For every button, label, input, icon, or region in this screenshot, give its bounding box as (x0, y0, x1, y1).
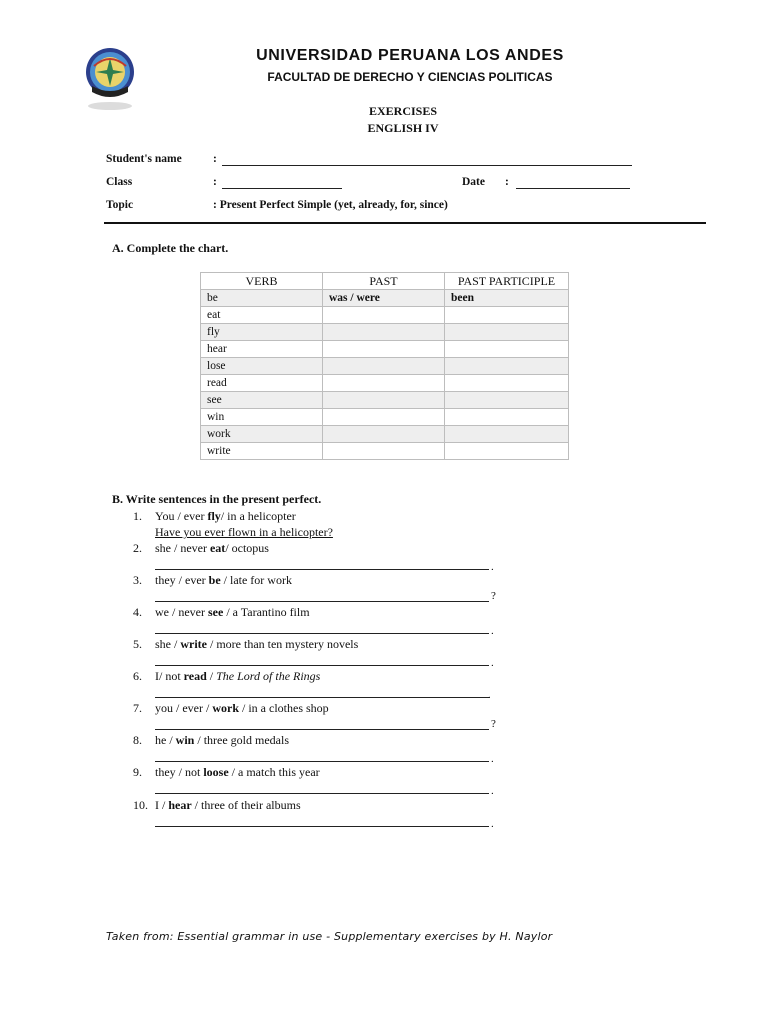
section-a-heading: A. Complete the chart. (112, 241, 229, 255)
answer-punctuation: . (491, 753, 494, 765)
answer-line[interactable] (155, 761, 489, 762)
prompt-post: / in a helicopter (220, 509, 296, 523)
table-row (201, 392, 569, 409)
prompt-verb: be (208, 573, 221, 587)
header-divider (104, 222, 706, 224)
prompt-pre: I / (155, 798, 169, 812)
prompt-pre: they / ever (155, 573, 209, 587)
answer-line[interactable] (155, 697, 489, 698)
item-prompt (155, 765, 320, 780)
past-cell[interactable] (323, 443, 445, 460)
item-number: 8. (133, 733, 142, 747)
table-row (201, 290, 569, 307)
participle-cell[interactable] (445, 358, 569, 375)
answer-punctuation: ? (491, 718, 496, 730)
item-prompt (155, 733, 289, 748)
prompt-pre: she / never (155, 541, 210, 555)
verb-chart (200, 272, 569, 460)
table-row (201, 358, 569, 375)
prompt-post: / in a clothes shop (239, 701, 329, 715)
prompt-verb: see (207, 605, 224, 619)
example-answer: Have you ever flown in a helicopter? (155, 525, 333, 539)
verb-cell: see (201, 392, 323, 409)
participle-cell[interactable]: been (445, 290, 569, 307)
answer-punctuation: . (491, 785, 494, 797)
class-line[interactable] (222, 188, 342, 189)
prompt-verb: eat (209, 541, 226, 555)
answer-punctuation: . (491, 561, 494, 573)
date-label: Date (462, 176, 485, 188)
participle-cell[interactable] (445, 392, 569, 409)
item-number: 3. (133, 573, 142, 587)
date-colon: : (505, 176, 509, 188)
table-row (201, 409, 569, 426)
prompt-post: / three of their albums (191, 798, 301, 812)
item-number: 9. (133, 765, 142, 779)
prompt-post: / (206, 669, 217, 683)
prompt-pre: she / (155, 637, 181, 651)
answer-line[interactable] (155, 601, 489, 602)
past-cell[interactable] (323, 392, 445, 409)
table-row (201, 341, 569, 358)
item-number: 4. (133, 605, 142, 619)
item-prompt (155, 605, 310, 620)
table-row (201, 426, 569, 443)
answer-line[interactable] (155, 826, 489, 827)
past-cell[interactable] (323, 409, 445, 426)
prompt-verb: win (175, 733, 195, 747)
item-number: 2. (133, 541, 142, 555)
class-colon: : (213, 176, 217, 188)
participle-cell[interactable] (445, 341, 569, 358)
answer-punctuation: . (491, 818, 494, 830)
item-prompt (155, 509, 296, 524)
item-prompt (155, 573, 292, 588)
item-prompt (155, 798, 301, 813)
prompt-verb: hear (168, 798, 192, 812)
past-cell[interactable] (323, 324, 445, 341)
verb-cell: win (201, 409, 323, 426)
answer-line[interactable] (155, 793, 489, 794)
prompt-verb: work (212, 701, 239, 715)
answer-line[interactable] (155, 633, 489, 634)
student-name-colon: : (213, 153, 217, 165)
prompt-verb: loose (203, 765, 229, 779)
verb-cell: lose (201, 358, 323, 375)
student-name-line[interactable] (222, 165, 632, 166)
document-title: EXERCISES (368, 104, 438, 118)
prompt-post: / three gold medals (194, 733, 289, 747)
past-cell[interactable] (323, 341, 445, 358)
prompt-pre: we / never (155, 605, 208, 619)
prompt-pre: they / not (155, 765, 204, 779)
class-label: Class (106, 176, 133, 188)
item-number: 7. (133, 701, 142, 715)
answer-line[interactable] (155, 665, 489, 666)
answer-line[interactable] (155, 569, 489, 570)
prompt-verb: write (180, 637, 207, 651)
prompt-pre: You / ever (155, 509, 208, 523)
faculty-name: FACULTAD DE DERECHO Y CIENCIAS POLITICAS (267, 70, 553, 84)
item-number: 6. (133, 669, 142, 683)
verb-cell: read (201, 375, 323, 392)
answer-punctuation: . (488, 689, 491, 701)
verb-cell: hear (201, 341, 323, 358)
verb-cell: eat (201, 307, 323, 324)
prompt-post: / more than ten mystery novels (207, 637, 359, 651)
chart-header-row (201, 273, 569, 290)
participle-cell[interactable] (445, 426, 569, 443)
table-row (201, 375, 569, 392)
prompt-pre: I/ not (155, 669, 184, 683)
item-number: 5. (133, 637, 142, 651)
participle-cell[interactable] (445, 324, 569, 341)
item-number: 10. (133, 798, 148, 812)
past-cell[interactable] (323, 375, 445, 392)
item-number: 1. (133, 509, 142, 523)
answer-line[interactable] (155, 729, 489, 730)
student-name-label: Student's name (106, 153, 182, 165)
prompt-post: / a Tarantino film (223, 605, 310, 619)
verb-cell: work (201, 426, 323, 443)
prompt-post: / late for work (220, 573, 292, 587)
prompt-pre: you / ever / (155, 701, 213, 715)
date-line[interactable] (516, 188, 630, 189)
verb-cell: be (201, 290, 323, 307)
answer-punctuation: . (491, 625, 494, 637)
col-verb-header: VERB (201, 273, 323, 290)
col-past-participle-header: PAST PARTICIPLE (445, 273, 569, 290)
table-row (201, 307, 569, 324)
col-past-header: PAST (323, 273, 445, 290)
prompt-title: The Lord of the Rings (216, 669, 321, 683)
section-b-heading: B. Write sentences in the present perfect. (112, 492, 322, 506)
verb-cell: fly (201, 324, 323, 341)
item-prompt (155, 637, 358, 652)
prompt-post: / octopus (225, 541, 269, 555)
participle-cell[interactable] (445, 375, 569, 392)
participle-cell[interactable] (445, 307, 569, 324)
item-prompt (155, 701, 329, 716)
prompt-pre: he / (155, 733, 176, 747)
table-row (201, 324, 569, 341)
past-cell[interactable]: was / were (323, 290, 445, 307)
participle-cell[interactable] (445, 409, 569, 426)
item-prompt (155, 541, 269, 556)
past-cell[interactable] (323, 358, 445, 375)
prompt-verb: fly (207, 509, 221, 523)
table-row (201, 443, 569, 460)
prompt-post: / a match this year (228, 765, 320, 779)
topic-value: : Present Perfect Simple (yet, already, for, since) (213, 199, 448, 211)
university-name: UNIVERSIDAD PERUANA LOS ANDES (256, 47, 564, 64)
participle-cell[interactable] (445, 443, 569, 460)
answer-punctuation: ? (491, 590, 496, 602)
answer-punctuation: . (491, 657, 494, 669)
verb-cell: write (201, 443, 323, 460)
topic-label: Topic (106, 199, 134, 211)
prompt-verb: read (183, 669, 207, 683)
document-subtitle: ENGLISH IV (367, 121, 439, 135)
source-footer: Taken from: Essential grammar in use - Supplementary exercises by H. Naylor (106, 930, 553, 943)
past-cell[interactable] (323, 307, 445, 324)
past-cell[interactable] (323, 426, 445, 443)
item-prompt (155, 669, 320, 684)
